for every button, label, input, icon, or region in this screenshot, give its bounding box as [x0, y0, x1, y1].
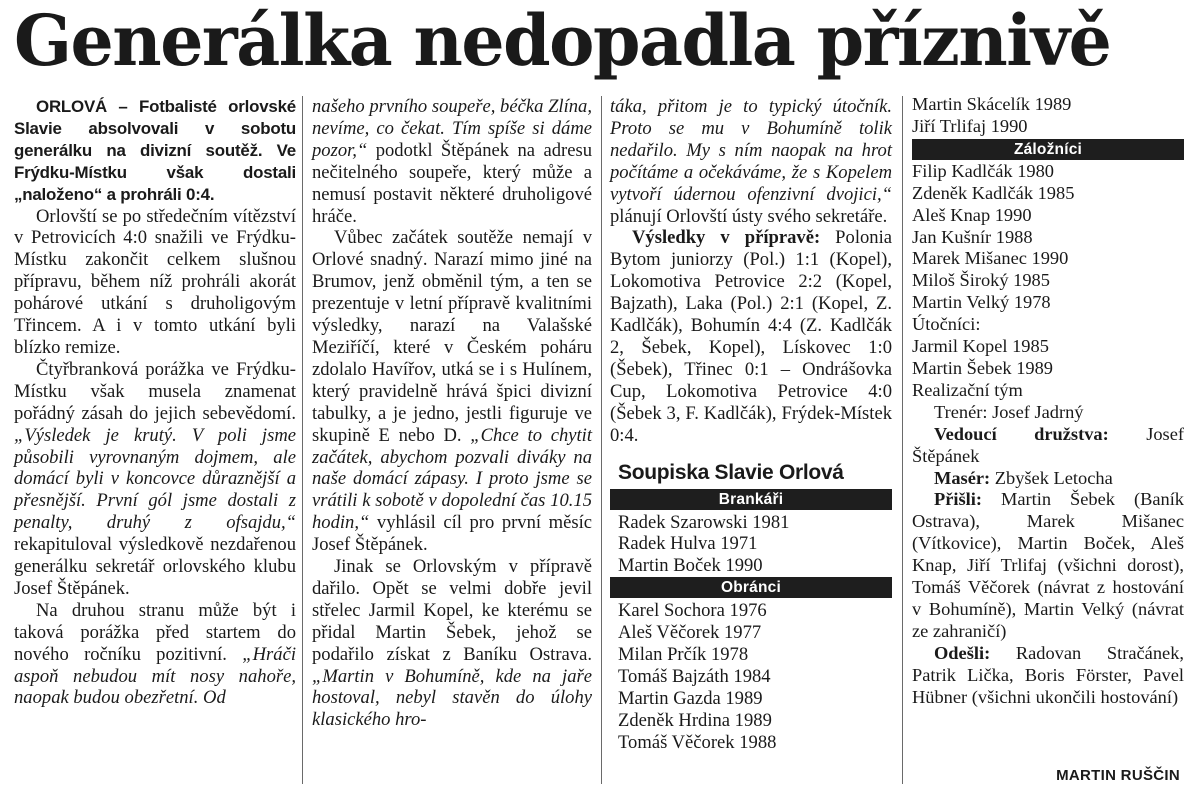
- arrivals: Přišli: Martin Šebek (Baník Ostrava), Marek Mišanec (Vítkovice), Martin Boček, Aleš Knap, Jiří Trlifaj (všichni dorost), Tomáš Věčorek (návrat z hostování v Bohumíně), Martin Velký (návrat ze zahraničí): [912, 489, 1184, 641]
- player-entry: Tomáš Bajzáth 1984: [618, 665, 771, 687]
- results-paragraph: Výsledky v přípravě: Polonia Bytom juniorzy (Pol.) 1:1 (Kopel), Lokomotiva Petrovice 2:2 (Kopel, Bajzath), Laka (Pol.) 2:1 (Kopel, Z. Kadlčák), Bohumín 4:4 (Z. Kadlčák 2, Šebek, Kopel), Lískovec 1:0 (Šebek), Třinec 0:1 – Ondrášovka Cup, Lokomotiva Petrovice 4:0 (Šebek 3, F. Kadlčák), Frýdek-Místek 0:4.: [610, 227, 893, 446]
- player-entry: Martin Velký 1978: [912, 292, 1051, 313]
- quote: „Chce to chytit začátek, abychom pozvali diváky na naše domácí zápasy. I proto jsme se vrátili k sobotě v dopolední čas 10.15 hodin,“: [312, 424, 592, 534]
- defenders-list-continued: [912, 94, 1184, 138]
- lead-text: – Fotbalisté orlovské Slavie absolvovali v sobotu generálku na divizní soutěž. Ve Frýdku-Místku však dostali „naloženo“ a prohráli 0:4.: [14, 97, 296, 204]
- column-divider: [302, 96, 303, 784]
- player-entry: Radek Szarowski 1981: [618, 511, 790, 533]
- forwards-label: Útočníci:: [912, 314, 981, 335]
- player-entry: Aleš Knap 1990: [912, 204, 1032, 225]
- byline: MARTIN RUŠČIN: [1056, 767, 1180, 784]
- headline: Generálka nedopadla příznivě: [14, 2, 1111, 80]
- quote: „Výsledek je krutý. V poli jsme působili vyrovnaným dojmem, ale domácí byli v koncovce důraznější a přesnější. První gól jsme dostali z penalty, druhý z ofsajdu,“: [14, 424, 296, 534]
- paragraph: našeho prvního soupeře, béčka Zlína, nevíme, co čekat. Tím spíše si dáme pozor,“ podotkl Štěpánek na adresu nečitelného soupeře, který může a nemusí postavit některé druholigové hráče.: [312, 96, 592, 227]
- paragraph: Vůbec začátek soutěže nemají v Orlové snadný. Narazí mimo jiné na Brumov, jenž obměnil tým, a ten se prezentuje v letní přípravě kvalitními výsledky, narazí na Valašské Meziříčí, které v Českém poháru zdolalo Havířov, utká se i s Hulínem, který pravidelně hrává špici divizní tabulky, a je jedno, jestli figuruje ve skupině E nebo D. „Chce to chytit začátek, abychom pozvali diváky na naše domácí zápasy. I proto jsme se vrátili k sobotě v dopolední čas 10.15 hodin,“ vyhlásil cíl pro první měsíc Josef Štěpánek.: [312, 227, 592, 556]
- forwards-list: [912, 336, 1184, 380]
- article-column-3: [610, 96, 892, 754]
- quote: táka, přitom je to typický útočník. Proto se mu v Bohumíně tolik nedařilo. My s ním naopak na hrot počítáme a očekáváme, že s Kopelem vytvoří údernou ofenzivní dvojici,“: [610, 96, 892, 205]
- player-entry: Milan Prčík 1978: [618, 644, 749, 666]
- roster-column: [912, 94, 1184, 708]
- player-entry: Martin Šebek 1989: [912, 357, 1053, 378]
- paragraph: Na druhou stranu může být i taková porážka před startem do nového ročníku pozitivní. „Hráči aspoň nebudou mít nosy nahoře, naopak budou obezřetní. Od: [14, 599, 296, 709]
- lead-paragraph: [14, 96, 296, 206]
- paragraph: Čtyřbranková porážka ve Frýdku-Místku však musela znamenat pořádný zásah do jejich sebevědomí. „Výsledek je krutý. V poli jsme působili vyrovnaným dojmem, ale domácí byli v koncovce důraznější a přesnější. První gól jsme dostali z penalty, druhý z ofsajdu,“ rekapituloval výsledkově nezdařenou generálku sekretář orlovského klubu Josef Štěpánek.: [14, 358, 296, 599]
- results-label: Výsledky v přípravě:: [632, 227, 821, 249]
- player-entry: Martin Skácelík 1989: [912, 94, 1072, 114]
- player-entry: Aleš Věčorek 1977: [618, 622, 762, 644]
- player-entry: Marek Mišanec 1990: [912, 248, 1069, 269]
- article-column-1: [14, 96, 296, 709]
- departures: Odešli: Radovan Stračánek, Patrik Lička, Boris Förster, Pavel Hübner (všichni ukončili hostování): [912, 642, 1184, 707]
- player-entry: Filip Kadlčák 1980: [912, 160, 1054, 181]
- player-entry: Tomáš Věčorek 1988: [618, 731, 777, 753]
- defenders-list: [610, 600, 892, 753]
- goalkeepers-list: [610, 512, 892, 578]
- column-divider: [902, 96, 903, 784]
- player-entry: Radek Hulva 1971: [618, 533, 758, 555]
- player-entry: Zdeněk Kadlčák 1985: [912, 182, 1075, 203]
- player-entry: Jiří Trlifaj 1990: [912, 115, 1028, 136]
- quote: „Hráči aspoň nebudou mít nosy nahoře, naopak budou obezřetní. Od: [14, 643, 296, 709]
- section-bar-goalkeepers: Brankáři: [610, 489, 892, 510]
- midfielders-list: [912, 161, 1184, 314]
- coach: Trenér: Josef Jadrný: [934, 401, 1084, 422]
- section-bar-defenders: Obránci: [610, 577, 892, 598]
- dateline: ORLOVÁ: [36, 97, 108, 116]
- column-divider: [601, 96, 602, 784]
- player-entry: Jan Kušnír 1988: [912, 226, 1033, 247]
- quote: našeho prvního soupeře, béčka Zlína, nevíme, co čekat. Tím spíše si dáme pozor,“: [312, 96, 592, 161]
- masseur: Masér: Zbyšek Letocha: [934, 467, 1113, 488]
- player-entry: Karel Sochora 1976: [618, 600, 767, 622]
- player-entry: Martin Boček 1990: [618, 555, 763, 577]
- paragraph: táka, přitom je to typický útočník. Proto se mu v Bohumíně tolik nedařilo. My s ním naopak na hrot počítáme a očekáváme, že s Kopelem vytvoří údernou ofenzivní dvojici,“ plánují Orlovští ústy svého sekretáře.: [610, 96, 892, 227]
- article-column-2: [312, 96, 592, 731]
- team-manager: Vedoucí družstva: Josef Štěpánek: [912, 423, 1184, 466]
- paragraph: Orlovští se po středečním vítězství v Petrovicích 4:0 snažili ve Frýdku-Místku zakončit celkem slušnou přípravu, během níž prohráli akorát pohárové utkání s druholigovým Třincem. A i v tomto utkání byli blízko remize.: [14, 205, 296, 358]
- roster-title: Soupiska Slavie Orlová: [618, 460, 844, 484]
- section-bar-midfielders: Záložníci: [912, 139, 1184, 160]
- paragraph: Jinak se Orlovským v přípravě dařilo. Opět se velmi dobře jevil střelec Jarmil Kopel, ke kterému se přidal Martin Šebek, jehož se podařilo získat z Baníku Ostrava. „Martin v Bohumíně, kde na jaře hostoval, nebyl stavěn do úlohy klasického hro-: [312, 556, 592, 731]
- quote: „Martin v Bohumíně, kde na jaře hostoval, nebyl stavěn do úlohy klasického hro-: [312, 665, 592, 731]
- player-entry: Jarmil Kopel 1985: [912, 336, 1049, 357]
- player-entry: Martin Gazda 1989: [618, 687, 763, 709]
- player-entry: Miloš Široký 1985: [912, 270, 1050, 291]
- staff-heading: Realizační tým: [912, 379, 1023, 400]
- player-entry: Zdeněk Hrdina 1989: [618, 709, 772, 731]
